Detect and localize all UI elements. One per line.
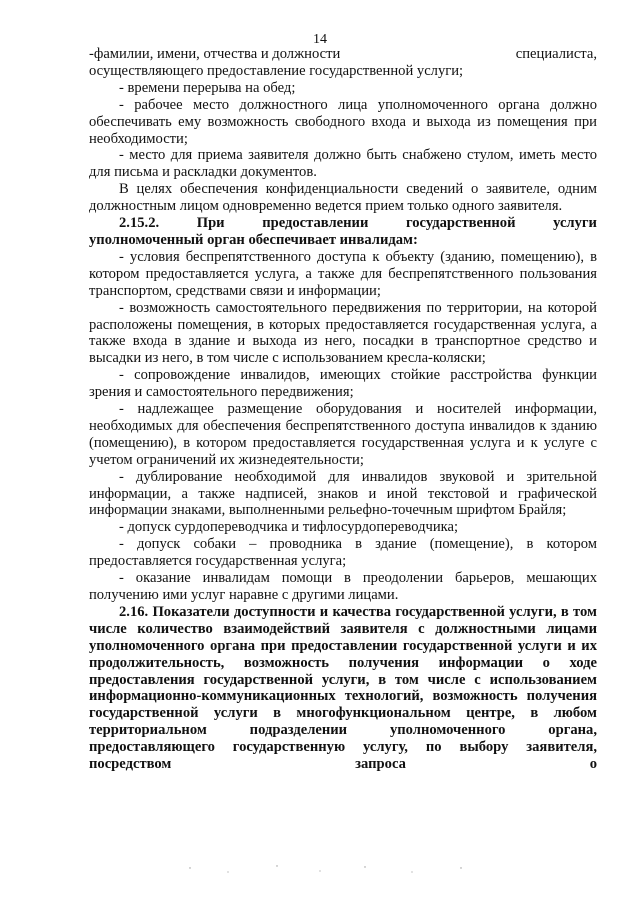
list-item: - условия беспрепятственного доступа к объекту (зданию, помещению), в котором предоставляется услуга, а также для беспрепятственного пользования транспортом, средствами связи и информации; bbox=[89, 248, 597, 299]
list-item: - сопровождение инвалидов, имеющих стойкие расстройства функции зрения и самостоятельного передвижения; bbox=[89, 367, 597, 401]
heading-word: 2.15.2. bbox=[119, 215, 160, 232]
document-body bbox=[89, 46, 597, 773]
workplace-item: - рабочее место должностного лица уполномоченного органа должно обеспечивать ему возможность свободного входа и выхода из помещения при необходимости; bbox=[89, 96, 597, 147]
list-item: - допуск сурдопереводчика и тифлосурдопереводчика; bbox=[119, 519, 459, 536]
heading-word: услуги bbox=[553, 215, 597, 232]
list-item: - дублирование необходимой для инвалидов звуковой и зрительной информации, а также надписей, знаков и иной текстовой и графической информации знаками, выполненными рельефно-точечным шрифтом Брайля; bbox=[89, 468, 597, 519]
fio-line2: осуществляющего предоставление государственной услуги; bbox=[89, 62, 464, 79]
scan-artifact-dots bbox=[180, 860, 480, 880]
fio-part2: специалиста, bbox=[515, 46, 597, 62]
heading-word: При bbox=[196, 215, 225, 232]
list-item: - надлежащее размещение оборудования и носителей информации, необходимых для обеспечения беспрепятственного доступа инвалидов к зданию (помещению), в котором предоставляется государственная услуга и к услуге с учетом ограничений их жизнедеятельности; bbox=[89, 401, 597, 468]
section-2-16-paragraph: 2.16. Показатели доступности и качества государственной услуги, в том числе количество взаимодействий заявителя с должностными лицами уполномоченного органа при предоставлении государственной услуги и их продолжительность, возможность получения информации о ходе предоставления государственной услуги, в том числе с использованием информационно-коммуникационных технологий, возможность получения государственной услуги в многофункциональном центре, в любом территориальном подразделении уполномоченного органа, предоставляющего государственную услугу, по выбору заявителя, посредством запроса о bbox=[89, 603, 597, 773]
confidentiality-paragraph: В целях обеспечения конфиденциальности сведений о заявителе, одним должностным лицом одновременно ведется прием только одного заявителя. bbox=[89, 181, 597, 215]
reception-place-item: - место для приема заявителя должно быть снабжено стулом, иметь место для письма и раскладки документов. bbox=[89, 147, 597, 181]
section-2-15-2-heading-line2: уполномоченный орган обеспечивает инвалидам: bbox=[89, 231, 418, 248]
page-number: 14 bbox=[313, 32, 327, 47]
list-item: - допуск собаки – проводника в здание (помещение), в котором предоставляется государственная услуга; bbox=[89, 536, 597, 570]
fio-line bbox=[89, 46, 597, 63]
break-time-item: - времени перерыва на обед; bbox=[119, 79, 296, 96]
fio-part1: -фамилии, имени, отчества и должности bbox=[89, 46, 341, 62]
list-item: - оказание инвалидам помощи в преодолении барьеров, мешающих получению ими услуг наравне с другими лицами. bbox=[89, 570, 597, 603]
heading-word: государственной bbox=[405, 215, 516, 232]
heading-word: предоставлении bbox=[262, 215, 369, 232]
section-2-15-2-heading bbox=[89, 215, 597, 232]
list-item: - возможность самостоятельного передвижения по территории, на которой расположены помещения, в которых предоставляется государственная услуга, а также входа в здание и выхода из него, посадки в транспортное средство и высадки из него, в том числе с использованием кресла-коляски; bbox=[89, 299, 597, 367]
